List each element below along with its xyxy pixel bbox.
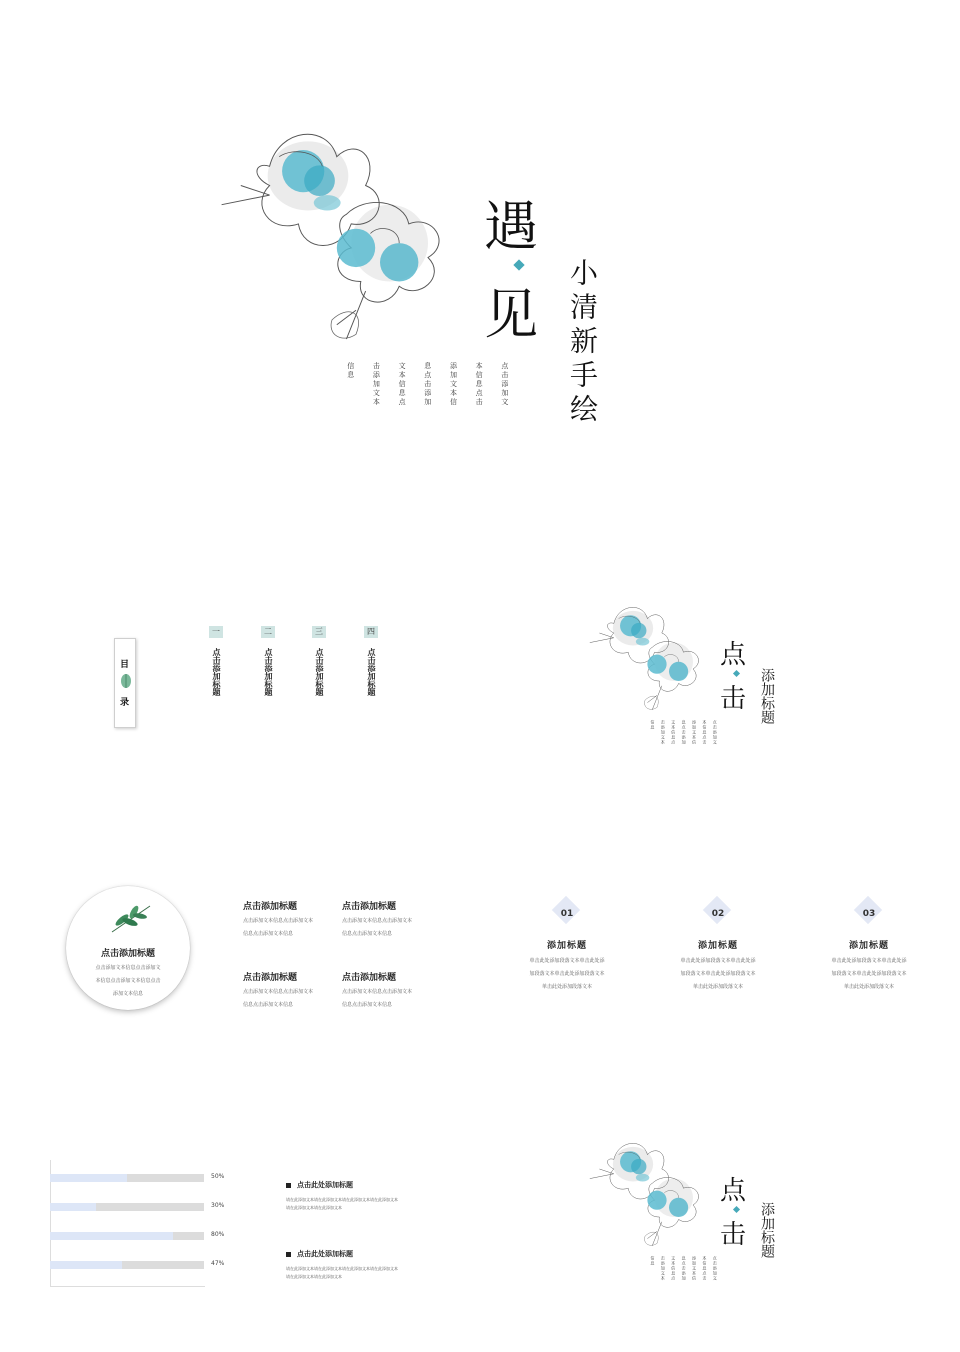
toc-item-title: 点击添加标题	[367, 648, 376, 696]
progress-bar-fill	[50, 1261, 122, 1269]
toc-item[interactable]	[209, 626, 224, 696]
step-line: 单击此处添加段落文本单击此处添	[529, 958, 605, 964]
text-block-title: 点击添加标题	[342, 902, 397, 912]
progress-bar-fill	[50, 1174, 127, 1182]
text-block-title: 点击添加标题	[243, 973, 298, 983]
progress-label: 47%	[211, 1260, 225, 1267]
step-number: 01	[560, 909, 574, 919]
tiny-column: 信息	[650, 720, 656, 730]
bullet-line: 请在此添加文本请在此添加文本	[286, 1274, 342, 1279]
text-block	[342, 970, 412, 1012]
bullet-title: 点击此处添加标题	[297, 1250, 353, 1258]
toc-item-title: 点击添加标题	[315, 648, 324, 696]
text-block-line: 信息点击添加文本信息	[243, 1002, 294, 1008]
step-number: 02	[711, 909, 725, 919]
tiny-column: 本信息点击	[702, 1256, 708, 1281]
text-block-line: 信息点击添加文本信息	[243, 931, 294, 937]
cover-tiny-text	[346, 362, 508, 407]
tiny-column: 点击添加文	[500, 362, 509, 407]
accent-dot	[733, 670, 740, 677]
step-line: 单击此处添加段落文本	[541, 984, 592, 990]
section-big-char-2: 击	[720, 684, 747, 714]
toc-item-number: 四	[364, 626, 378, 638]
step-item	[527, 900, 607, 994]
circle-body-line: 点击添加文本信息点击添加文	[95, 965, 161, 971]
toc-item[interactable]	[312, 626, 327, 696]
text-block-line: 点击添加文本信息点击添加文本	[243, 918, 314, 924]
step-title: 添加标题	[546, 941, 587, 951]
leaf-branch-icon	[110, 902, 152, 936]
section-tiny-text	[650, 1256, 717, 1281]
toc-label-box	[114, 638, 136, 728]
tiny-column: 信息	[650, 1256, 656, 1266]
leaf-icon	[120, 673, 132, 689]
section-subtitle: 添加标题	[759, 668, 775, 724]
tiny-column: 息点击添加	[423, 362, 432, 407]
progress-label: 30%	[211, 1202, 225, 1209]
toc-item[interactable]	[364, 626, 379, 696]
progress-bar-fill	[50, 1203, 96, 1211]
cover-subtitle: 小清新手绘	[566, 258, 599, 428]
tiny-column: 文本信息点	[671, 720, 677, 745]
step-line: 加段落文本单击此处添加段落文本	[680, 971, 756, 977]
circle-body-line: 本信息点击添加文本信息点击	[95, 978, 161, 984]
toc-item-number: 二	[261, 626, 275, 638]
step-line: 单击此处添加段落文本	[692, 984, 743, 990]
tiny-column: 息点击添加	[681, 720, 687, 745]
bullet-item	[286, 1180, 398, 1212]
cover-big-char-1: 遇	[484, 195, 538, 258]
step-title: 添加标题	[697, 941, 738, 951]
tiny-column: 点击添加文	[712, 720, 718, 745]
tiny-column: 文本信息点	[398, 362, 407, 407]
step-line: 单击此处添加段落文本单击此处添	[680, 958, 756, 964]
step-line: 单击此处添加段落文本	[843, 984, 894, 990]
tiny-column: 本信息点击	[475, 362, 484, 407]
bullet-icon	[286, 1252, 291, 1257]
flower-illustration-icon	[585, 1134, 705, 1252]
section-big-char-1: 点	[720, 640, 747, 670]
tiny-column: 本信息点击	[702, 720, 708, 745]
text-block	[243, 899, 313, 941]
cover-big-char-2: 见	[484, 283, 538, 346]
circle-body	[92, 962, 164, 1001]
bullet-title: 点击此处添加标题	[297, 1181, 353, 1189]
tiny-column: 点击添加文	[712, 1256, 718, 1281]
progress-label: 80%	[211, 1231, 225, 1238]
step-title: 添加标题	[848, 941, 889, 951]
step-line: 单击此处添加段落文本单击此处添	[831, 958, 907, 964]
text-block	[342, 899, 412, 941]
text-block-line: 信息点击添加文本信息	[342, 1002, 393, 1008]
tiny-column: 添加文本信	[449, 362, 458, 407]
progress-label: 50%	[211, 1173, 225, 1180]
progress-bar	[50, 1261, 204, 1269]
toc-item[interactable]	[261, 626, 276, 696]
text-block-title: 点击添加标题	[342, 973, 397, 983]
tiny-column: 息点击添加	[681, 1256, 687, 1281]
circle-title: 点击添加标题	[100, 949, 155, 959]
step-line: 加段落文本单击此处添加段落文本	[529, 971, 605, 977]
tiny-column: 击添加文本	[660, 1256, 666, 1281]
bullet-icon	[286, 1183, 291, 1188]
bullet-item	[286, 1249, 398, 1281]
text-block-line: 点击添加文本信息点击添加文本	[342, 989, 413, 995]
accent-dot	[733, 1206, 740, 1213]
flower-illustration-icon	[585, 598, 705, 716]
step-line: 加段落文本单击此处添加段落文本	[831, 971, 907, 977]
tiny-column: 信息	[346, 362, 355, 380]
progress-bar	[50, 1232, 204, 1240]
progress-bar	[50, 1174, 204, 1182]
toc-item-number: 三	[312, 626, 326, 638]
toc-item-title: 点击添加标题	[212, 648, 221, 696]
step-item	[678, 900, 758, 994]
step-item	[829, 900, 909, 994]
text-block-line: 点击添加文本信息点击添加文本	[342, 918, 413, 924]
toc-label-top: 目	[120, 660, 130, 670]
section-tiny-text	[650, 720, 717, 745]
toc-item-number: 一	[209, 626, 223, 638]
section-big-char-1: 点	[720, 1176, 747, 1206]
text-block	[243, 970, 313, 1012]
toc-item-title: 点击添加标题	[264, 648, 273, 696]
tiny-column: 击添加文本	[372, 362, 381, 407]
toc-label-bottom: 录	[120, 698, 130, 708]
text-block-line: 信息点击添加文本信息	[342, 931, 393, 937]
tiny-column: 击添加文本	[660, 720, 666, 745]
bullet-line: 请在此添加文本请在此添加文本请在此添加文本请在此添加文本	[286, 1266, 398, 1271]
bars-axis	[50, 1286, 205, 1287]
section-big-char-2: 击	[720, 1220, 747, 1250]
progress-bar	[50, 1203, 204, 1211]
step-number: 03	[862, 909, 876, 919]
circle-body-line: 添加文本信息	[112, 991, 143, 997]
text-block-title: 点击添加标题	[243, 902, 298, 912]
section-subtitle: 添加标题	[759, 1202, 775, 1258]
text-block-line: 点击添加文本信息点击添加文本	[243, 989, 314, 995]
bullet-line: 请在此添加文本请在此添加文本	[286, 1205, 342, 1210]
tiny-column: 添加文本信	[691, 1256, 697, 1281]
flower-illustration-icon	[212, 116, 452, 351]
tiny-column: 添加文本信	[691, 720, 697, 745]
accent-dot	[513, 259, 524, 270]
bullet-line: 请在此添加文本请在此添加文本请在此添加文本请在此添加文本	[286, 1197, 398, 1202]
progress-bar-fill	[50, 1232, 173, 1240]
tiny-column: 文本信息点	[671, 1256, 677, 1281]
